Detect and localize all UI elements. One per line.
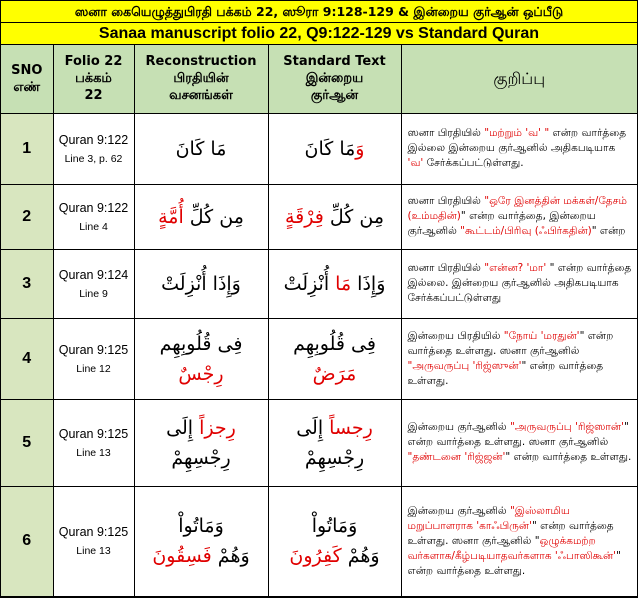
table-body: [1, 113, 637, 596]
row-number: 2: [1, 184, 53, 249]
note-segment: இன்றைய குர்ஆனில்: [407, 504, 510, 517]
note-segment: " என்ற வார்த்தை, இன்றைய குர்ஆனில்: [407, 210, 596, 237]
verse-reference: Quran 9:125: [58, 426, 129, 441]
note-segment: " என்ற வார்த்தை உள்ளது. ஸனா குர்ஆனில் ": [407, 519, 614, 547]
table-row: [1, 184, 637, 249]
folio-reference-cell: [53, 249, 134, 318]
note-segment: "தண்டனை 'ரிஜ்ஜன்': [407, 451, 506, 463]
note-segment: "மற்றும் 'வ' ": [484, 127, 550, 139]
row-number: 3: [1, 249, 53, 318]
arabic-segment: مِن كُلِّ: [183, 205, 244, 228]
note-segment: "இஸ்லாமிய மறுப்பாளராக 'காஃபிருன்': [407, 504, 570, 532]
standard-text: [268, 249, 401, 318]
note-text: [401, 486, 637, 596]
header-line: எண்: [13, 79, 41, 95]
note-text: [401, 399, 637, 486]
arabic-segment: مِن كُلِّ: [323, 205, 384, 228]
comparison-table: [1, 45, 637, 597]
arabic-segment: وَ: [355, 137, 365, 160]
arabic-segment: أُنْزِلَتْ: [283, 272, 336, 295]
note-segment: ஒழுக்கமற்ற வர்களாக/கீழ்படியாதவர்களாக 'ஃபாஸிகூன்': [407, 534, 617, 562]
arabic-segment: فِى قُلُوبِهِم: [293, 332, 376, 355]
folio-reference-cell: [53, 113, 134, 184]
header-line: குர்ஆன்: [310, 88, 359, 104]
note-segment: " என்ற வார்த்தை உள்ளது. ஸனா குர்ஆனில்: [407, 329, 614, 357]
note-segment: என்ற வார்த்தை இல்லை இன்றைய குர்ஆனில் அதிகபடியாக: [407, 127, 627, 154]
note-text: [401, 113, 637, 184]
manuscript-line: Line 13: [76, 446, 111, 459]
standard-text: [268, 184, 401, 249]
arabic-segment: وَهُمْ: [211, 545, 250, 567]
manuscript-line: Line 4: [79, 220, 108, 233]
standard-text: [268, 113, 401, 184]
header-line: பக்கம்: [75, 71, 112, 87]
column-header-folio: [53, 45, 134, 113]
folio-reference-cell: [53, 399, 134, 486]
note-segment: " என்ற வார்த்தை உள்ளது.: [505, 451, 632, 463]
standard-text: [268, 399, 401, 486]
standard-text: [268, 486, 401, 596]
header-line: வசனங்கள்: [169, 88, 233, 104]
title-english: Sanaa manuscript folio 22, Q9:122-129 vs Standard Quran: [1, 23, 637, 45]
table-row: [1, 486, 637, 596]
note-segment: "ஒரே இனத்தின் மக்கள்/தேசம் (உம்மதின்): [407, 195, 627, 222]
folio-reference-cell: [53, 184, 134, 249]
arabic-segment: فِرْقَةٍ: [285, 205, 324, 228]
note-segment: சேர்க்கப்பட்டுள்ளது.: [423, 157, 524, 169]
arabic-segment: وَهُمْ: [341, 545, 380, 567]
arabic-segment: وَإِذَا أُنْزِلَتْ: [161, 272, 241, 295]
header-line: Standard Text: [283, 54, 386, 70]
note-segment: ஸனா பிரதியில்: [407, 262, 485, 274]
note-segment: "நோய் 'மரதுன்': [503, 329, 580, 342]
note-segment: " என்ற வார்த்தை உள்ளது.: [407, 549, 621, 577]
reconstruction-text: [134, 249, 268, 318]
header-line: பிரதியின்: [173, 71, 229, 87]
header-line: 22: [84, 88, 103, 104]
column-header-standard: [268, 45, 401, 113]
verse-reference: Quran 9:125: [58, 525, 129, 539]
title-tamil: ஸனா கையெழுத்துபிரதி பக்கம் 22, ஸூரா 9:128-129 & இன்றைய குர்ஆன் ஒப்பீடு: [1, 1, 637, 23]
arabic-segment: وَمَاتُواْ: [178, 515, 224, 537]
arabic-segment: مَرَضٌ: [312, 362, 357, 385]
reconstruction-text: [134, 184, 268, 249]
arabic-segment: كَفِرُونَ: [289, 545, 342, 567]
table-row: [1, 113, 637, 184]
arabic-segment: رِجْسِهِمْ: [171, 446, 231, 469]
note-text: [401, 249, 637, 318]
arabic-segment: إِلَى: [296, 416, 330, 439]
column-header-reconstruction: [134, 45, 268, 113]
row-number: 5: [1, 399, 53, 486]
arabic-segment: فَسِقُونَ: [152, 545, 212, 567]
note-segment: " என்ற வார்த்தை உள்ளது. ஸனா குர்ஆனில்: [407, 421, 629, 448]
note-text: [401, 184, 637, 249]
folio-reference-cell: [53, 318, 134, 399]
manuscript-line: Line 13: [76, 545, 111, 557]
arabic-segment: مَا كَانَ: [175, 137, 227, 160]
note-segment: "அருவருப்பு 'ரிஜ்ஸான்': [509, 421, 624, 433]
row-number: 4: [1, 318, 53, 399]
note-segment: ஸனா பிரதியில்: [407, 195, 485, 207]
note-segment: " என்ற: [591, 225, 626, 237]
arabic-segment: وَإِذَا: [351, 272, 386, 295]
note-segment: " என்ற வார்த்தை இல்லை. இன்றைய குர்ஆனில் அதிகபடியாக சேர்க்கப்பட்டுள்ளது: [407, 262, 632, 304]
table-row: [1, 249, 637, 318]
arabic-segment: رِجْسٌ: [178, 362, 224, 385]
row-number: 1: [1, 113, 53, 184]
reconstruction-text: [134, 113, 268, 184]
arabic-segment: مَا كَانَ: [304, 137, 356, 160]
verse-reference: Quran 9:122: [58, 200, 129, 215]
manuscript-line: Line 12: [76, 362, 111, 375]
note-segment: இன்றைய பிரதியில்: [407, 329, 504, 342]
arabic-segment: إِلَى: [166, 416, 200, 439]
note-segment: "அருவருப்பு 'ரிஜ்ஸுன்': [407, 359, 522, 372]
row-number: 6: [1, 486, 53, 596]
header-line: Reconstruction: [145, 54, 257, 70]
arabic-segment: مَا: [335, 272, 352, 295]
arabic-segment: فِى قُلُوبِهِم: [159, 332, 243, 355]
header-line: இன்றைய: [305, 71, 364, 87]
reconstruction-text: [134, 486, 268, 596]
standard-text: [268, 318, 401, 399]
manuscript-line: Line 3, p. 62: [64, 152, 123, 165]
header-line: SNO: [11, 62, 43, 78]
verse-reference: Quran 9:122: [58, 132, 129, 147]
table-header-row: [1, 45, 637, 113]
table-row: [1, 318, 637, 399]
arabic-segment: رِجساً: [329, 416, 373, 439]
note-segment: "என்ன? 'மா': [484, 262, 547, 274]
verse-reference: Quran 9:124: [58, 267, 129, 282]
arabic-segment: وَمَاتُواْ: [311, 515, 358, 537]
note-text: [401, 318, 637, 399]
note-segment: ஸனா பிரதியில்: [407, 127, 485, 139]
header-line: Folio 22: [64, 54, 123, 70]
note-segment: 'வ': [407, 157, 424, 169]
note-segment: " என்ற வார்த்தை உள்ளது.: [407, 359, 604, 387]
reconstruction-text: [134, 399, 268, 486]
reconstruction-text: [134, 318, 268, 399]
column-header-sno: [1, 45, 53, 113]
note-segment: "கூட்டம்/பிரிவு (ஃபிர்கதின்): [460, 225, 592, 237]
arabic-segment: رِجزاً: [199, 416, 236, 439]
table-row: [1, 399, 637, 486]
arabic-segment: أُمَّةٍ: [158, 205, 184, 228]
column-header-notes: குறிப்பு: [401, 45, 637, 113]
manuscript-line: Line 9: [79, 287, 108, 300]
note-segment: இன்றைய குர்ஆனில்: [407, 421, 510, 433]
folio-reference-cell: [53, 486, 134, 596]
arabic-segment: رِجْسِهِمْ: [304, 446, 365, 469]
verse-reference: Quran 9:125: [58, 342, 129, 357]
